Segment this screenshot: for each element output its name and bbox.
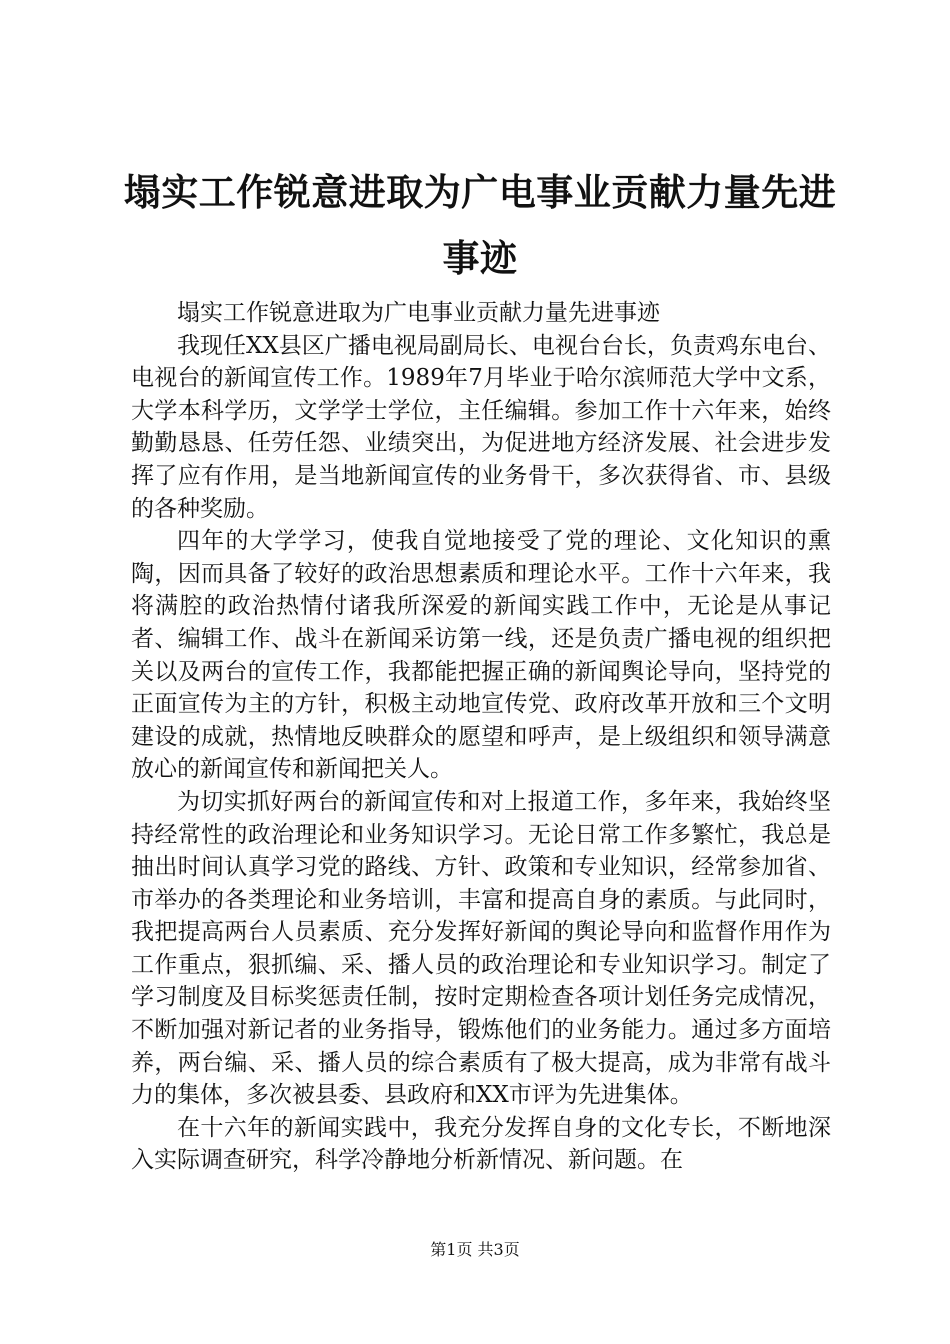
document-title: 塌实工作锐意进取为广电事业贡献力量先进事迹 — [123, 171, 837, 280]
paragraph: 四年的大学学习，使我自觉地接受了党的理论、文化知识的熏陶，因而具备了较好的政治思想素质和理论水平。工作十六年来，我将满腔的政治热情付诸我所深爱的新闻实践工作中，无论是从事记者、编辑工作、战斗在新闻采访第一线，还是负责广播电视的组织把关以及两台的宣传工作，我都能把握正确的新闻舆论导向，坚持党的正面宣传为主的方针，积极主动地宣传党、政府改革开放和三个文明建设的成就，热情地反映群众的愿望和呼声，是上级组织和领导满意放心的新闻宣传和新闻把关人。 — [131, 528, 831, 783]
page-number: 第1页 共3页 — [430, 1240, 520, 1259]
paragraph: 我现任XX县区广播电视局副局长、电视台台长，负责鸡东电台、电视台的新闻宣传工作。1989年7月毕业于哈尔滨师范大学中文系，大学本科学历，文学学士学位，主任编辑。参加工作十六年来，始终勤勤恳恳、任劳任怨、业绩突出，为促进地方经济发展、社会进步发挥了应有作用，是当地新闻宣传的业务骨干，多次获得省、市、县级的各种奖励。 — [131, 332, 831, 522]
document-body — [131, 297, 831, 1177]
paragraph: 塌实工作锐意进取为广电事业贡献力量先进事迹 — [177, 300, 660, 326]
page-footer — [0, 1240, 950, 1260]
paragraph: 为切实抓好两台的新闻宣传和对上报道工作，多年来，我始终坚持经常性的政治理论和业务知识学习。无论日常工作多繁忙，我总是抽出时间认真学习党的路线、方针、政策和专业知识，经常参加省、市举办的各类理论和业务培训，丰富和提高自身的素质。与此同时，我把提高两台人员素质、充分发挥好新闻的舆论导向和监督作用作为工作重点，狠抓编、采、播人员的政治理论和专业知识学习。制定了学习制度及目标奖惩责任制，按时定期检查各项计划任务完成情况，不断加强对新记者的业务指导，锻炼他们的业务能力。通过多方面培养，两台编、采、播人员的综合素质有了极大提高，成为非常有战斗力的集体，多次被县委、县政府和XX市评为先进集体。 — [131, 788, 831, 1109]
paragraph: 在十六年的新闻实践中，我充分发挥自身的文化专长，不断地深入实际调查研究，科学冷静地分析新情况、新问题。在 — [131, 1114, 831, 1174]
